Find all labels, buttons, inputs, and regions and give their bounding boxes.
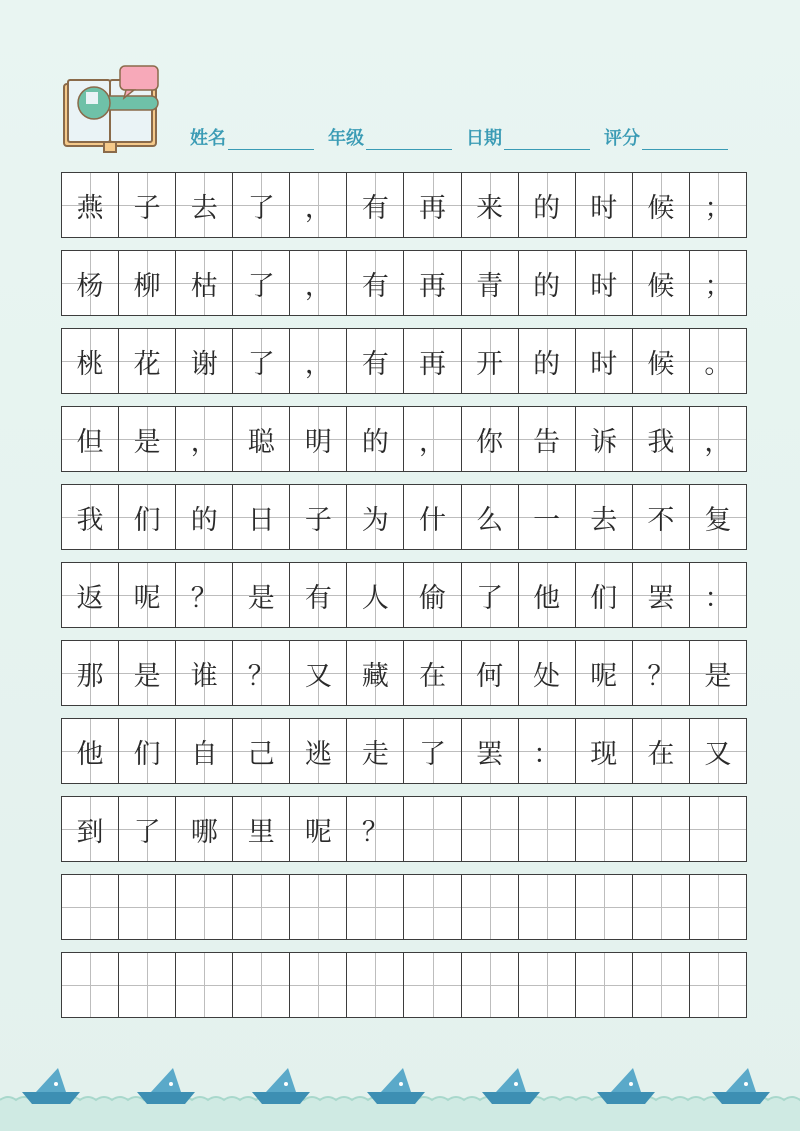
grid-cell[interactable]: [347, 797, 404, 861]
grid-cell[interactable]: [176, 251, 233, 315]
grid-cell[interactable]: [633, 485, 690, 549]
row-gap: [61, 784, 747, 796]
row-gap: [61, 394, 747, 406]
score-blank[interactable]: [642, 127, 728, 150]
grid-cell[interactable]: [404, 173, 461, 237]
grid-row: [61, 484, 747, 550]
name-label: 姓名: [190, 128, 226, 149]
grid-cell[interactable]: [119, 173, 176, 237]
grid-character: 花: [133, 348, 161, 380]
grid-character: 来: [476, 192, 504, 224]
grid-cell[interactable]: [576, 173, 633, 237]
grid-cell[interactable]: [176, 719, 233, 783]
grid-cell[interactable]: [404, 251, 461, 315]
row-gap: [61, 706, 747, 718]
grid-character: 了: [247, 348, 275, 380]
paper-boat-icon: [597, 1068, 655, 1104]
grid-character: ；: [704, 192, 732, 224]
grid-cell[interactable]: [176, 953, 233, 1017]
grid-cell[interactable]: [347, 173, 404, 237]
grid-character: 聪: [247, 426, 275, 458]
grid-character: 们: [133, 504, 161, 536]
grid-cell[interactable]: [233, 875, 290, 939]
grid-cell[interactable]: [690, 329, 746, 393]
grid-character: 是: [247, 582, 275, 614]
grid-cell[interactable]: [462, 953, 519, 1017]
grid-cell[interactable]: [462, 797, 519, 861]
grid-character: 谢: [190, 348, 218, 380]
grid-cell[interactable]: [347, 329, 404, 393]
grid-character: 了: [247, 270, 275, 302]
paper-boat-icon: [712, 1068, 770, 1104]
grid-cell[interactable]: [633, 173, 690, 237]
grid-cell[interactable]: [233, 485, 290, 549]
grid-character: 复: [704, 504, 732, 536]
grid-cell[interactable]: [347, 953, 404, 1017]
grid-cell[interactable]: [633, 797, 690, 861]
grid-character: 桃: [76, 348, 104, 380]
grid-character: 了: [476, 582, 504, 614]
grid-cell[interactable]: [62, 953, 119, 1017]
grid-cell[interactable]: [462, 563, 519, 627]
grid-character: 青: [476, 270, 504, 302]
paper-boat-icon: [22, 1068, 80, 1104]
grid-row: [61, 328, 747, 394]
grid-cell[interactable]: [690, 875, 746, 939]
paper-boat-icon: [137, 1068, 195, 1104]
grid-character: 他: [533, 582, 561, 614]
grid-cell[interactable]: [690, 953, 746, 1017]
grid-character: 再: [419, 192, 446, 224]
grid-cell[interactable]: [290, 641, 347, 705]
grid-character: ？: [647, 660, 675, 692]
grid-cell[interactable]: [404, 407, 461, 471]
grid-row: [61, 406, 747, 472]
grid-character: 有: [304, 582, 332, 614]
grid-character: 罢: [647, 582, 675, 614]
grid-cell[interactable]: [462, 719, 519, 783]
grid-character: 己: [247, 738, 275, 770]
grid-character: 枯: [190, 270, 218, 302]
grid-character: 日: [247, 504, 275, 536]
grid-cell[interactable]: [404, 641, 461, 705]
grid-character: 自: [190, 738, 218, 770]
grid-character: 哪: [190, 816, 218, 848]
grid-character: 我: [647, 426, 675, 458]
grid-character: 时: [590, 192, 618, 224]
grid-character: 为: [361, 504, 389, 536]
grid-cell[interactable]: [690, 251, 746, 315]
grid-cell[interactable]: [462, 407, 519, 471]
grid-cell[interactable]: [633, 407, 690, 471]
grid-cell[interactable]: [633, 641, 690, 705]
grid-row: [61, 172, 747, 238]
grid-cell[interactable]: [576, 563, 633, 627]
grid-cell[interactable]: [176, 173, 233, 237]
grid-cell[interactable]: [519, 563, 576, 627]
grid-cell[interactable]: [233, 251, 290, 315]
grid-character: 有: [361, 270, 389, 302]
grid-character: 不: [647, 504, 675, 536]
grid-cell[interactable]: [62, 329, 119, 393]
grid-character: ；: [704, 270, 732, 302]
grid-cell[interactable]: [576, 797, 633, 861]
grid-cell[interactable]: [633, 953, 690, 1017]
grid-cell[interactable]: [176, 875, 233, 939]
grid-cell[interactable]: [62, 875, 119, 939]
grid-cell[interactable]: [462, 173, 519, 237]
grid-character: 走: [361, 738, 389, 770]
grid-cell[interactable]: [576, 407, 633, 471]
grid-cell[interactable]: [290, 953, 347, 1017]
grid-character: 时: [590, 348, 618, 380]
grid-character: 候: [647, 348, 675, 380]
grid-cell[interactable]: [519, 173, 576, 237]
grid-cell[interactable]: [690, 407, 746, 471]
grid-cell[interactable]: [290, 719, 347, 783]
grid-cell[interactable]: [347, 719, 404, 783]
grid-character: 又: [304, 660, 332, 692]
grid-cell[interactable]: [404, 875, 461, 939]
grid-cell[interactable]: [290, 563, 347, 627]
grid-character: 什: [419, 504, 446, 536]
paper-boat-border: [0, 1050, 800, 1131]
grid-character: ，: [419, 426, 446, 458]
grid-cell[interactable]: [290, 485, 347, 549]
row-gap: [61, 550, 747, 562]
name-field[interactable]: [190, 124, 314, 150]
grid-cell[interactable]: [404, 485, 461, 549]
grade-label: 年级: [328, 128, 364, 149]
grid-character: 我: [76, 504, 104, 536]
grid-cell[interactable]: [233, 407, 290, 471]
grid-cell[interactable]: [347, 407, 404, 471]
row-gap: [61, 316, 747, 328]
grid-cell[interactable]: [347, 641, 404, 705]
grid-cell[interactable]: [519, 953, 576, 1017]
grid-character: 诉: [590, 426, 618, 458]
grid-cell[interactable]: [233, 563, 290, 627]
grid-character: 么: [476, 504, 504, 536]
grid-cell[interactable]: [519, 407, 576, 471]
grid-cell[interactable]: [119, 719, 176, 783]
grid-cell[interactable]: [404, 563, 461, 627]
row-gap: [61, 238, 747, 250]
grid-character: ？: [361, 816, 389, 848]
grid-character: 的: [190, 504, 218, 536]
grid-cell[interactable]: [119, 563, 176, 627]
grid-character: 柳: [133, 270, 161, 302]
grid-row: [61, 796, 747, 862]
date-blank[interactable]: [504, 127, 590, 150]
grid-character: 那: [76, 660, 104, 692]
grid-character: 的: [533, 192, 561, 224]
grid-character: 是: [133, 660, 161, 692]
grid-character: 一: [533, 504, 561, 536]
grid-cell[interactable]: [290, 251, 347, 315]
grid-character: ，: [304, 270, 332, 302]
grid-cell[interactable]: [119, 953, 176, 1017]
score-label: 评分: [604, 128, 640, 149]
grid-character: 了: [133, 816, 161, 848]
grid-cell[interactable]: [347, 875, 404, 939]
grid-cell[interactable]: [176, 485, 233, 549]
paper-boat-icon: [482, 1068, 540, 1104]
tianzige-writing-grid: [61, 172, 747, 1018]
grid-cell[interactable]: [176, 641, 233, 705]
grid-character: 现: [590, 738, 618, 770]
grid-cell[interactable]: [519, 875, 576, 939]
grade-blank[interactable]: [366, 127, 452, 150]
row-gap: [61, 472, 747, 484]
grid-cell[interactable]: [347, 485, 404, 549]
grid-character: 告: [533, 426, 561, 458]
student-info-header: [190, 120, 750, 150]
paper-boat-icon: [367, 1068, 425, 1104]
name-blank[interactable]: [228, 127, 314, 150]
grid-row: [61, 562, 747, 628]
grid-row: [61, 718, 747, 784]
grid-cell[interactable]: [62, 641, 119, 705]
grid-character: 杨: [76, 270, 104, 302]
grid-cell[interactable]: [633, 329, 690, 393]
grid-cell[interactable]: [462, 329, 519, 393]
grid-cell[interactable]: [404, 797, 461, 861]
grid-character: 何: [476, 660, 504, 692]
grid-row: [61, 250, 747, 316]
grid-character: 了: [419, 738, 446, 770]
grid-character: 里: [247, 816, 275, 848]
grid-cell[interactable]: [690, 719, 746, 783]
grid-character: 逃: [304, 738, 332, 770]
grid-cell[interactable]: [404, 329, 461, 393]
grid-character: 到: [76, 816, 104, 848]
grid-cell[interactable]: [119, 329, 176, 393]
grid-cell[interactable]: [576, 953, 633, 1017]
grid-character: 呢: [304, 816, 332, 848]
grid-cell[interactable]: [347, 251, 404, 315]
grid-cell[interactable]: [290, 329, 347, 393]
grid-character: 藏: [361, 660, 389, 692]
grid-character: 他: [76, 738, 104, 770]
grid-cell[interactable]: [290, 875, 347, 939]
grid-cell[interactable]: [176, 329, 233, 393]
grid-cell[interactable]: [62, 719, 119, 783]
grid-cell[interactable]: [119, 641, 176, 705]
grid-character: 又: [704, 738, 732, 770]
grid-cell[interactable]: [290, 173, 347, 237]
grid-character: ：: [704, 582, 732, 614]
grid-cell[interactable]: [690, 797, 746, 861]
grid-character: 处: [533, 660, 561, 692]
grid-character: 候: [647, 270, 675, 302]
grid-character: ，: [304, 192, 332, 224]
grid-cell[interactable]: [119, 797, 176, 861]
grid-cell[interactable]: [290, 407, 347, 471]
grid-character: 谁: [190, 660, 218, 692]
grid-cell[interactable]: [519, 485, 576, 549]
grid-cell[interactable]: [576, 485, 633, 549]
grid-character: 去: [590, 504, 618, 536]
grid-character: 。: [704, 348, 732, 380]
grid-cell[interactable]: [233, 173, 290, 237]
grid-cell[interactable]: [290, 797, 347, 861]
grid-cell[interactable]: [233, 719, 290, 783]
grid-character: 子: [304, 504, 332, 536]
grid-cell[interactable]: [119, 485, 176, 549]
grid-character: 了: [247, 192, 275, 224]
grid-cell[interactable]: [690, 563, 746, 627]
grid-cell[interactable]: [233, 329, 290, 393]
grid-character: 在: [647, 738, 675, 770]
grid-cell[interactable]: [519, 719, 576, 783]
grid-character: 候: [647, 192, 675, 224]
grid-character: 燕: [76, 192, 104, 224]
grid-character: 呢: [133, 582, 161, 614]
grid-character: ，: [304, 348, 332, 380]
grid-character: ，: [190, 426, 218, 458]
grid-character: 明: [304, 426, 332, 458]
grid-cell[interactable]: [233, 797, 290, 861]
grid-cell[interactable]: [62, 407, 119, 471]
paper-boat-icon: [252, 1068, 310, 1104]
score-field[interactable]: [604, 124, 728, 150]
grid-cell[interactable]: [233, 641, 290, 705]
row-gap: [61, 940, 747, 952]
grid-character: 去: [190, 192, 218, 224]
grid-character: 返: [76, 582, 104, 614]
grid-character: 们: [590, 582, 618, 614]
grid-cell[interactable]: [62, 251, 119, 315]
row-gap: [61, 862, 747, 874]
grid-cell[interactable]: [576, 641, 633, 705]
grid-cell[interactable]: [62, 563, 119, 627]
grid-cell[interactable]: [119, 251, 176, 315]
grid-character: 开: [476, 348, 504, 380]
grid-cell[interactable]: [633, 251, 690, 315]
grid-cell[interactable]: [519, 797, 576, 861]
grid-character: ：: [533, 738, 561, 770]
grid-cell[interactable]: [233, 953, 290, 1017]
grid-character: 的: [361, 426, 389, 458]
grid-cell[interactable]: [576, 875, 633, 939]
grid-cell[interactable]: [62, 485, 119, 549]
grid-cell[interactable]: [576, 719, 633, 783]
grid-row: [61, 640, 747, 706]
grid-row: [61, 952, 747, 1018]
grid-row: [61, 874, 747, 940]
grid-cell[interactable]: [690, 173, 746, 237]
grid-character: 的: [533, 270, 561, 302]
grid-cell[interactable]: [62, 173, 119, 237]
grid-cell[interactable]: [633, 875, 690, 939]
row-gap: [61, 628, 747, 640]
grid-character: 时: [590, 270, 618, 302]
grid-cell[interactable]: [176, 563, 233, 627]
grid-character: 呢: [590, 660, 618, 692]
grid-cell[interactable]: [347, 563, 404, 627]
grid-cell[interactable]: [119, 875, 176, 939]
grid-cell[interactable]: [519, 641, 576, 705]
grid-character: 的: [533, 348, 561, 380]
grid-cell[interactable]: [119, 407, 176, 471]
grid-character: 人: [361, 582, 389, 614]
grid-cell[interactable]: [576, 329, 633, 393]
grid-character: 但: [76, 426, 104, 458]
grid-cell[interactable]: [404, 953, 461, 1017]
grid-character: 再: [419, 270, 446, 302]
grid-cell[interactable]: [462, 485, 519, 549]
grid-cell[interactable]: [176, 797, 233, 861]
grid-character: 子: [133, 192, 161, 224]
grid-character: 是: [704, 660, 732, 692]
grid-cell[interactable]: [690, 641, 746, 705]
date-field[interactable]: [466, 124, 590, 150]
grid-character: ，: [704, 426, 732, 458]
grid-cell[interactable]: [633, 719, 690, 783]
grid-character: 有: [361, 348, 389, 380]
grid-cell[interactable]: [519, 329, 576, 393]
grid-character: 罢: [476, 738, 504, 770]
grid-cell[interactable]: [462, 641, 519, 705]
grid-cell[interactable]: [462, 875, 519, 939]
grid-character: 你: [476, 426, 504, 458]
grid-character: 有: [361, 192, 389, 224]
grid-cell[interactable]: [462, 251, 519, 315]
grid-cell[interactable]: [633, 563, 690, 627]
grid-character: 在: [419, 660, 446, 692]
wrench-book-chat-icon: [60, 62, 170, 157]
grid-character: 是: [133, 426, 161, 458]
grid-cell[interactable]: [176, 407, 233, 471]
grid-cell[interactable]: [576, 251, 633, 315]
grid-character: 们: [133, 738, 161, 770]
grid-character: 再: [419, 348, 446, 380]
date-label: 日期: [466, 128, 502, 149]
grid-cell[interactable]: [519, 251, 576, 315]
grid-character: 偷: [419, 582, 446, 614]
grid-character: ？: [190, 582, 218, 614]
grid-cell[interactable]: [690, 485, 746, 549]
grid-cell[interactable]: [404, 719, 461, 783]
grade-field[interactable]: [328, 124, 452, 150]
grid-cell[interactable]: [62, 797, 119, 861]
grid-character: ？: [247, 660, 275, 692]
